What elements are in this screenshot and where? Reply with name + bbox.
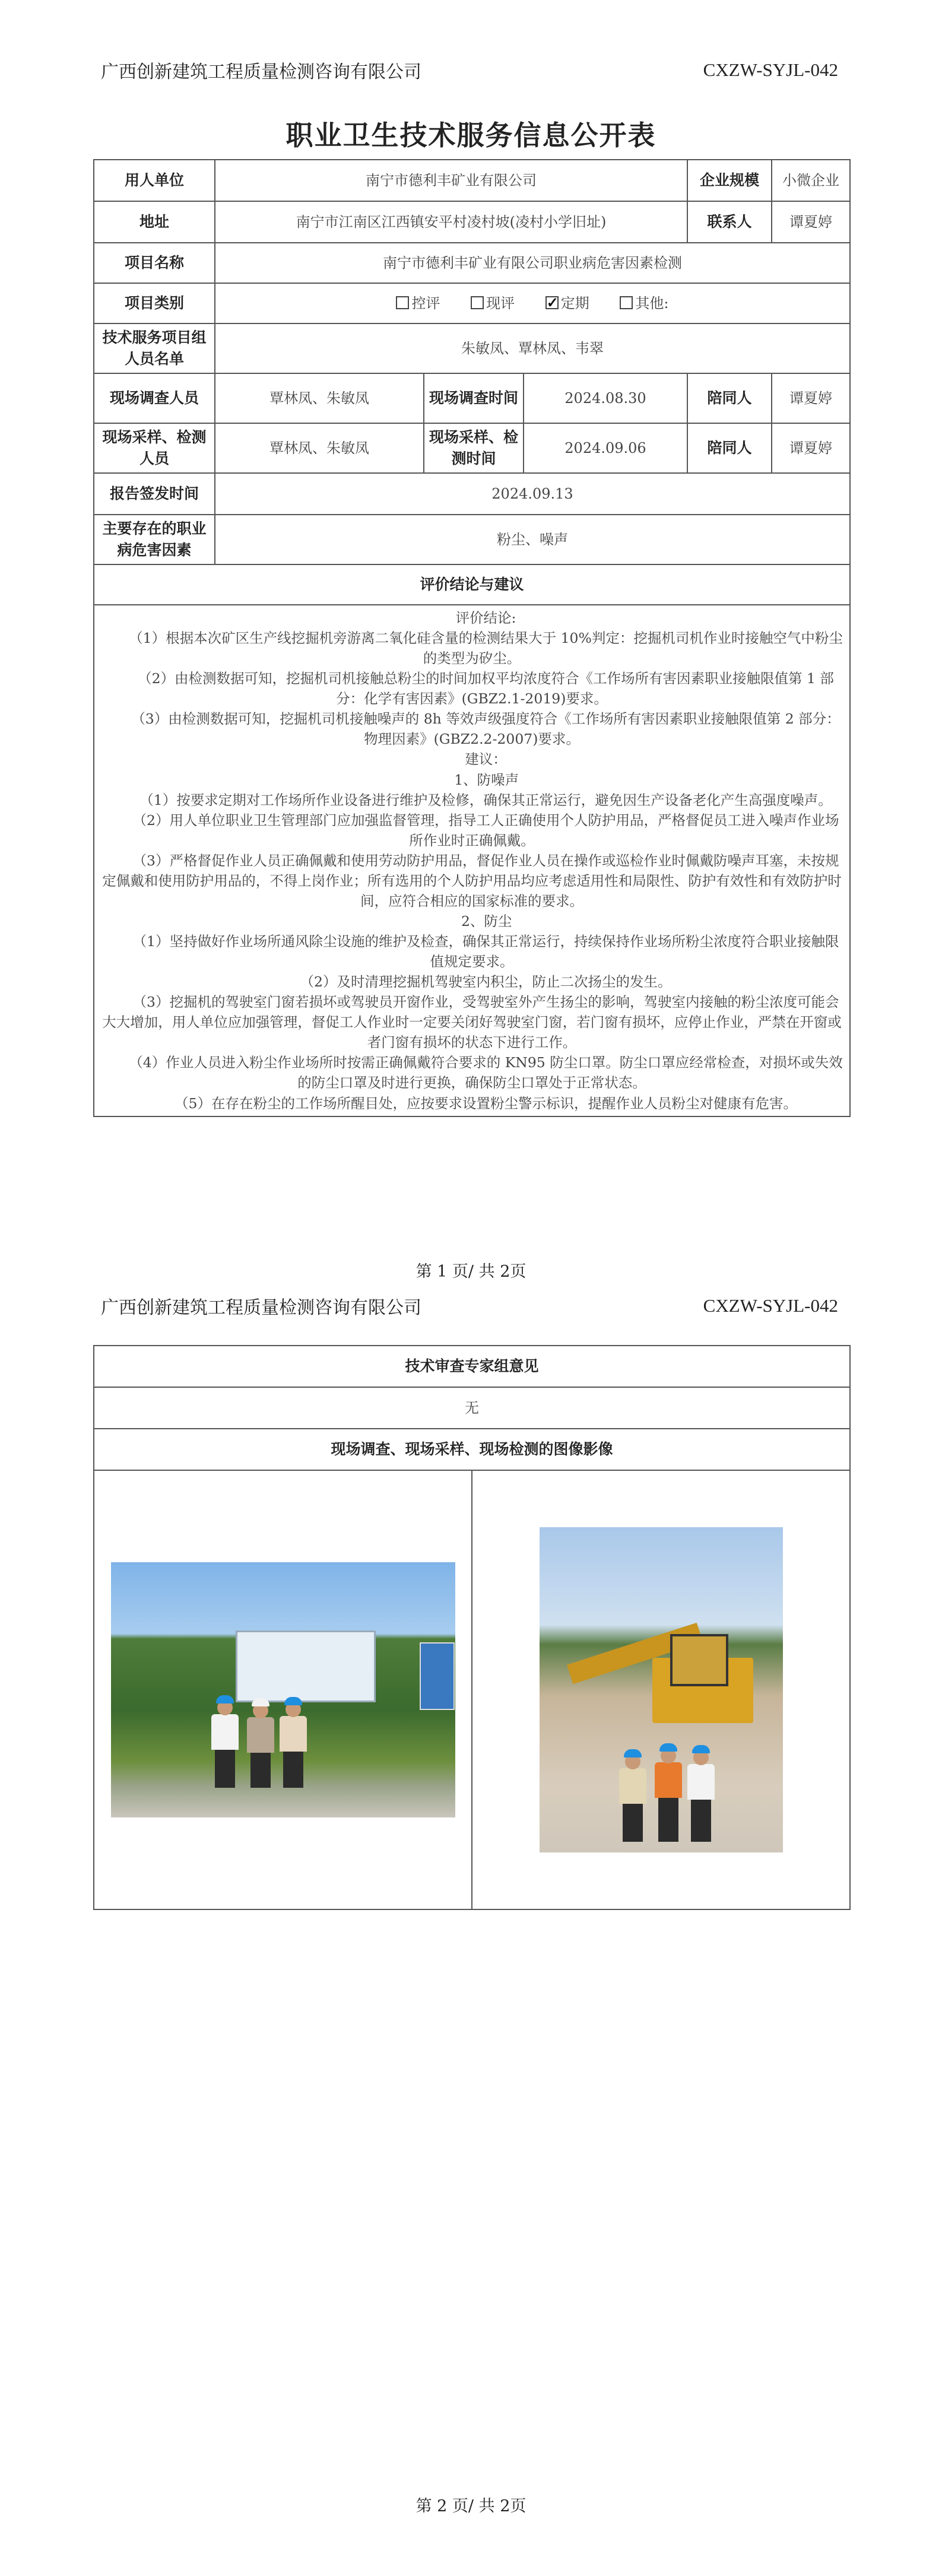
page-number-1: 第 1 页/ 共 2页 [416, 1262, 526, 1281]
eval-line: 建议： [465, 751, 507, 768]
survey-staff-value: 覃林凤、朱敏凤 [215, 373, 424, 423]
survey-time-label: 现场调查时间 [424, 373, 524, 423]
category-label: 项目类别 [94, 283, 215, 323]
info-table [93, 159, 851, 1117]
company-name: 广西创新建筑工程质量检测咨询有限公司 [101, 1297, 421, 1318]
row-category [94, 283, 850, 323]
eval-line: 2、防尘 [461, 912, 512, 929]
sampling-staff-label: 现场采样、检测人员 [94, 423, 215, 473]
checkbox-icon[interactable] [620, 296, 633, 309]
page-2 [0, 1288, 942, 2576]
row-employer [94, 160, 850, 201]
document-code: CXZW-SYJL-042 [703, 59, 838, 80]
escort-value: 谭夏婷 [772, 373, 850, 423]
images-heading: 现场调查、现场采样、现场检测的图像影像 [94, 1429, 850, 1470]
category-option-status-eval[interactable]: 现评 [471, 293, 515, 314]
row-hazards [94, 515, 850, 564]
category-option-other[interactable]: 其他: [620, 293, 668, 314]
hazards-label: 主要存在的职业病危害因素 [94, 515, 215, 564]
category-option-periodic[interactable]: ✓ 定期 [545, 293, 589, 314]
page-header [101, 58, 838, 82]
row-images [94, 1470, 850, 1909]
eval-line: （1）根据本次矿区生产线挖掘机旁游离二氧化硅含量的检测结果大于 10%判定：挖掘机司机作业时接触空气中粉尘的类型为矽尘。 [129, 630, 843, 667]
survey-staff-label: 现场调查人员 [94, 373, 215, 423]
escort-label: 陪同人 [687, 373, 772, 423]
company-name: 广西创新建筑工程质量检测咨询有限公司 [101, 62, 421, 83]
person-figure [283, 1736, 303, 1788]
person-figure [250, 1737, 271, 1788]
row-expert-heading [94, 1346, 850, 1387]
row-evaluation [94, 605, 850, 1116]
row-team [94, 323, 850, 373]
information-board [236, 1630, 376, 1702]
photo-cell-left [94, 1470, 472, 1909]
row-project [94, 243, 850, 283]
eval-line: 1、防噪声 [454, 771, 519, 788]
employer-label: 用人单位 [94, 160, 215, 201]
document-code: CXZW-SYJL-042 [703, 1295, 838, 1316]
report-date-value: 2024.09.13 [215, 473, 850, 515]
project-value: 南宁市德利丰矿业有限公司职业病危害因素检测 [215, 243, 850, 283]
row-expert-opinion [94, 1387, 850, 1429]
sampling-time-value: 2024.09.06 [524, 423, 687, 473]
eval-line: （2）用人单位职业卫生管理部门应加强监督管理，指导工人正确使用个人防护用品，严格督促员工进入噪声作业场所作业时正确佩戴。 [132, 811, 839, 849]
category-options [215, 283, 850, 323]
category-option-control-eval[interactable]: 控评 [396, 293, 440, 314]
row-survey [94, 373, 850, 423]
eval-line: （3）由检测数据可知，挖掘机司机接触噪声的 8h 等效声级强度符合《工作场所有害因素职业接触限值第 2 部分：物理因素》(GBZ2.2-2007)要求。 [131, 710, 840, 748]
expert-opinion: 无 [94, 1387, 850, 1429]
sampling-time-label: 现场采样、检测时间 [424, 423, 524, 473]
eval-line: （1）按要求定期对工作场所作业设备进行维护及检修，确保其正常运行，避免因生产设备老化产生高强度噪声。 [139, 791, 832, 808]
page-header-2 [101, 1294, 838, 1318]
person-figure [658, 1782, 678, 1842]
checkbox-checked-icon[interactable] [545, 296, 559, 309]
eval-line: （2）及时清理挖掘机驾驶室内积尘，防止二次扬尘的发生。 [300, 973, 672, 991]
scale-label: 企业规模 [687, 160, 772, 201]
person-figure [623, 1788, 643, 1842]
checkbox-icon[interactable] [471, 296, 484, 309]
team-value: 朱敏凤、覃林凤、韦翠 [215, 323, 850, 373]
row-address [94, 201, 850, 243]
scale-value: 小微企业 [772, 160, 850, 201]
address-value: 南宁市江南区江西镇安平村凌村坡(凌村小学旧址) [215, 201, 687, 243]
row-report-date [94, 473, 850, 515]
person-figure [215, 1734, 235, 1788]
address-label: 地址 [94, 201, 215, 243]
project-label: 项目名称 [94, 243, 215, 283]
eval-line: （4）作业人员进入粉尘作业场所时按需正确佩戴符合要求的 KN95 防尘口罩。防尘口罩应经常检查，对损坏或失效的防尘口罩及时进行更换，确保防尘口罩处于正常状态。 [129, 1054, 843, 1092]
evaluation-text [94, 605, 850, 1116]
review-table [93, 1345, 851, 1910]
row-sampling [94, 423, 850, 473]
escort-label-2: 陪同人 [687, 423, 772, 473]
document-title: 职业卫生技术服务信息公开表 [286, 119, 656, 151]
conclusion-heading: 评价结论与建议 [94, 564, 850, 605]
photo-cell-right [472, 1470, 850, 1909]
excavator-site-photo [540, 1527, 783, 1852]
report-date-label: 报告签发时间 [94, 473, 215, 515]
row-images-heading [94, 1429, 850, 1470]
team-label: 技术服务项目组人员名单 [94, 323, 215, 373]
checkbox-icon[interactable] [396, 296, 409, 309]
contact-value: 谭夏婷 [772, 201, 850, 243]
eval-line: （3）挖掘机的驾驶室门窗若损坏或驾驶员开窗作业，受驾驶室外产生扬尘的影响，驾驶室内接触的粉尘浓度可能会大大增加，用人单位应加强管理，督促工人作业时一定要关闭好驾驶室门窗，若门窗有损坏，应停止作业，严禁在开窗或者门窗有损坏的状态下进行工作。 [102, 994, 842, 1051]
site-survey-photo [111, 1562, 455, 1817]
eval-line: （3）严格督促作业人员正确佩戴和使用劳动防护用品，督促作业人员在操作或巡检作业时佩戴防噪声耳塞，未按规定佩戴和使用防护用品的，不得上岗作业；所有选用的个人防护用品均应考虑适用性和局限性、防护有效性和有效防护时间，应符合相应的国家标准的要求。 [102, 852, 842, 909]
blue-signboard [420, 1642, 455, 1710]
person-figure [691, 1784, 711, 1842]
expert-heading: 技术审查专家组意见 [94, 1346, 850, 1387]
hazards-value: 粉尘、噪声 [215, 515, 850, 564]
eval-line: （5）在存在粉尘的工作场所醒目处，应按要求设置粉尘警示标识，提醒作业人员粉尘对健康有危害。 [175, 1095, 797, 1112]
survey-time-value: 2024.08.30 [524, 373, 687, 423]
contact-label: 联系人 [687, 201, 772, 243]
employer-value: 南宁市德利丰矿业有限公司 [215, 160, 687, 201]
eval-line: 评价结论: [455, 610, 516, 626]
sampling-staff-value: 覃林凤、朱敏凤 [215, 423, 424, 473]
eval-line: （2）由检测数据可知，挖掘机司机接触总粉尘的时间加权平均浓度符合《工作场所有害因素职业接触限值第 1 部分：化学有害因素》(GBZ2.1-2019)要求。 [138, 670, 834, 708]
row-conclusion-heading [94, 564, 850, 605]
escort-value-2: 谭夏婷 [772, 423, 850, 473]
page-number-2: 第 2 页/ 共 2页 [416, 2497, 526, 2515]
eval-line: （1）坚持做好作业场所通风除尘设施的维护及检查，确保其正常运行，持续保持作业场所粉尘浓度符合职业接触限值规定要求。 [132, 933, 839, 970]
excavator [563, 1616, 753, 1729]
